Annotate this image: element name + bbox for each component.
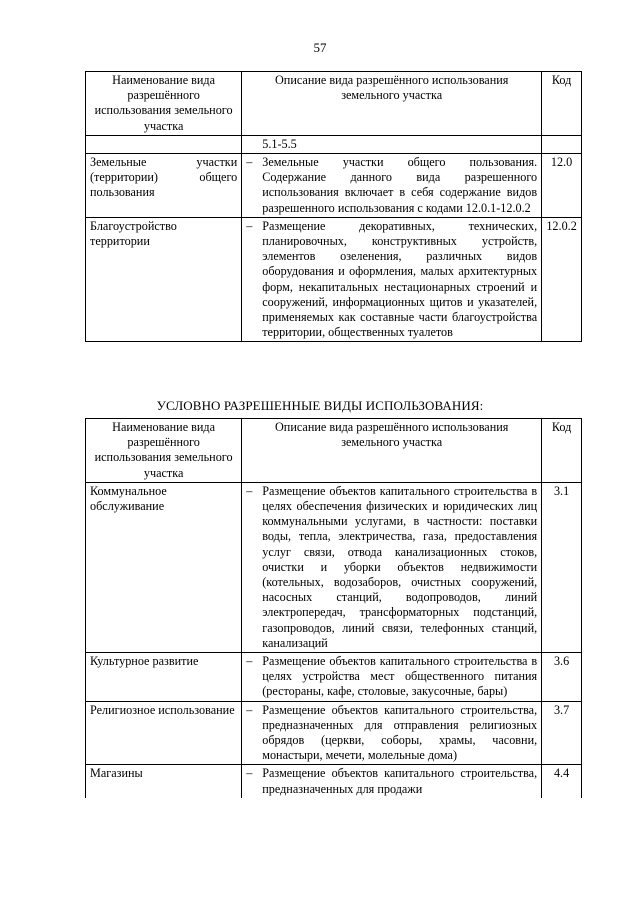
code-cell: 4.4: [542, 765, 582, 798]
name-cell: Магазины: [86, 765, 242, 798]
dash-marker: –: [246, 155, 253, 170]
table-row: [86, 135, 582, 153]
permitted-uses-table: [85, 71, 582, 342]
header-code-cell: Код: [542, 72, 582, 136]
description-cell: [242, 482, 542, 652]
name-cell: Коммунальное обслуживание: [86, 482, 242, 652]
table-header-row: [86, 419, 582, 483]
dash-marker: –: [246, 654, 253, 669]
page-number: 57: [313, 40, 327, 55]
description-text: Размещение декоративных, технических, планировочных, конструктивных устройств, элементов озеленения, различных видов оборудования и оформления, малых архитектурных форм, некапитальных нестационарных строений и сооружений, информационных щитов и указателей, применяемых как составные части благоустройства территории, общественных туалетов: [262, 218, 538, 340]
code-cell: 12.0.2: [542, 217, 582, 342]
description-cell: [242, 701, 542, 765]
header-name-cell: Наименование вида разрешённого использования земельного участка: [86, 419, 242, 483]
dash-marker: –: [246, 766, 253, 781]
description-text: Размещение объектов капитального строительства в целях обеспечения физических и юридических лиц коммунальными услугами, в частности: поставки воды, тепла, электричества, газа, предоставления услуг связи, отвода канализационных стоков, очистки и уборки объектов недвижимости (котельных, водозаборов, очистных сооружений, насосных станций, водопроводов, линий электропередач, трансформаторных подстанций, газопроводов, линий связи, телефонных станций, канализаций: [262, 483, 538, 650]
code-cell: 3.1: [542, 482, 582, 652]
description-text: Размещение объектов капитального строительства в целях устройства мест общественного питания (рестораны, кафе, столовые, закусочные, бары): [262, 654, 538, 699]
dash-marker: –: [246, 218, 253, 233]
continuation-cell: [242, 135, 542, 153]
name-cell: [86, 135, 242, 153]
table-row: [86, 765, 582, 798]
header-code-cell: Код: [542, 419, 582, 483]
name-cell: Земельные участки (территории) общего пользования: [86, 154, 242, 218]
table-row: [86, 701, 582, 765]
table-row: [86, 217, 582, 342]
code-cell: 3.6: [542, 653, 582, 702]
table-header-row: [86, 72, 582, 136]
header-description-cell: Описание вида разрешённого использования земельного участка: [242, 419, 542, 483]
description-cell: [242, 154, 542, 218]
table-row: [86, 653, 582, 702]
table-row: [86, 482, 582, 652]
conditional-uses-table: [85, 418, 582, 798]
header-name-cell: Наименование вида разрешённого использования земельного участка: [86, 72, 242, 136]
name-cell: Религиозное использование: [86, 701, 242, 765]
name-cell: Культурное развитие: [86, 653, 242, 702]
description-text: Размещение объектов капитального строительства, предназначенных для отправления религиозных обрядов (церкви, соборы, храмы, часовни, монастыри, мечети, молельные дома): [262, 702, 538, 763]
description-text: Земельные участки общего пользования. Содержание данного вида разрешенного использования включает в себя содержание видов разрешенного использования с кодами 12.0.1-12.0.2: [262, 155, 538, 215]
description-cell: [242, 653, 542, 702]
continuation-text: 5.1-5.5: [262, 136, 297, 151]
name-cell: Благоустройство территории: [86, 217, 242, 342]
code-cell: 3.7: [542, 701, 582, 765]
code-cell: 12.0: [542, 154, 582, 218]
code-cell: [542, 135, 582, 153]
table-row: [86, 154, 582, 218]
description-cell: [242, 765, 542, 798]
description-cell: [242, 217, 542, 342]
dash-marker: –: [246, 483, 253, 498]
dash-marker: –: [246, 702, 253, 717]
description-text: Размещение объектов капитального строительства, предназначенных для продажи: [262, 766, 538, 796]
header-description-cell: Описание вида разрешённого использования земельного участка: [242, 72, 542, 136]
section-title: УСЛОВНО РАЗРЕШЕННЫЕ ВИДЫ ИСПОЛЬЗОВАНИЯ:: [156, 398, 484, 413]
